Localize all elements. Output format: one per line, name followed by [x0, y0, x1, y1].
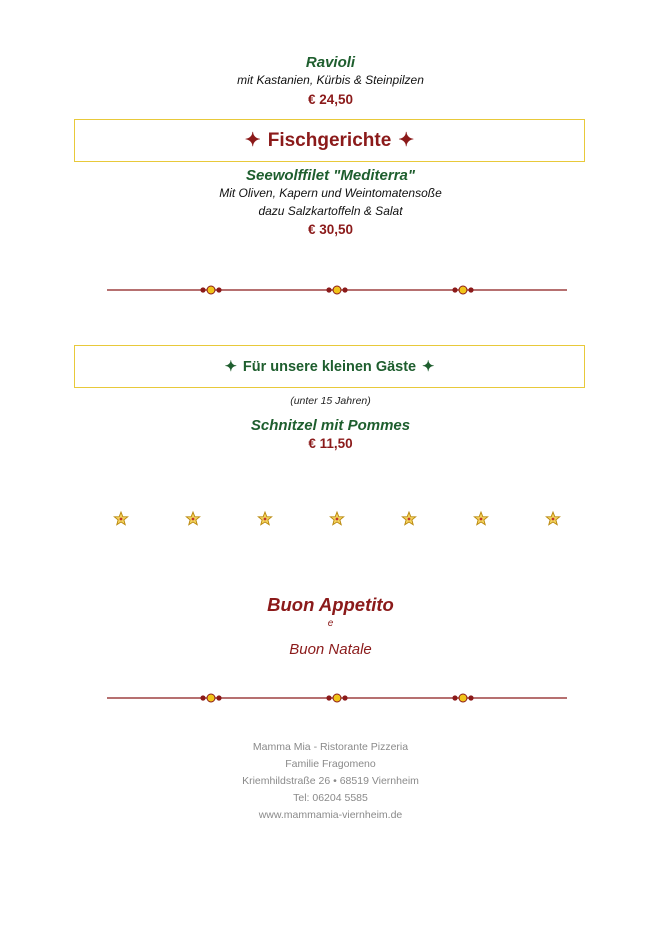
- greeting-buon-appetito: Buon Appetito: [267, 594, 394, 615]
- footer-family: Familie Fragomeno: [285, 758, 376, 770]
- gold-star-icon: [402, 512, 415, 525]
- dish-desc-seewolf-1: Mit Oliven, Kapern und Weintomatensoße: [219, 186, 442, 200]
- price-seewolf: € 30,50: [307, 222, 354, 237]
- star-icon: ✦: [244, 130, 261, 151]
- divider-ornament: [452, 694, 473, 702]
- footer-website-link[interactable]: www.mammamia-viernheim.de: [258, 809, 403, 821]
- gold-star-icon: [330, 512, 343, 525]
- dish-name-seewolf: Seewolffilet "Mediterra": [246, 167, 415, 184]
- gold-star-icon: [186, 512, 199, 525]
- section-box-fischgerichte: [74, 119, 585, 162]
- footer-address: Kriemhildstraße 26 • 68519 Viernheim: [242, 775, 419, 787]
- ornamental-divider: [107, 691, 567, 705]
- gold-star-icon: [114, 512, 127, 525]
- gold-star-icon: [546, 512, 559, 525]
- gold-star-icon: [474, 512, 487, 525]
- price-ravioli: € 24,50: [307, 92, 354, 107]
- divider-ornament: [452, 286, 473, 294]
- divider-ornament: [326, 694, 347, 702]
- divider-ornament: [326, 286, 347, 294]
- gold-star-icon: [258, 512, 271, 525]
- section-title-kids: Für unsere kleinen Gäste: [242, 358, 417, 375]
- gold-star-row: [0, 508, 661, 530]
- section-title-fischgerichte: Fischgerichte: [267, 129, 392, 151]
- dish-desc-ravioli: mit Kastanien, Kürbis & Steinpilzen: [237, 73, 424, 87]
- section-box-kids: [74, 345, 585, 388]
- footer-phone: Tel: 06204 5585: [293, 792, 368, 804]
- star-icon: ✦: [224, 358, 237, 375]
- divider-ornament: [200, 694, 221, 702]
- age-note: (unter 15 Jahren): [290, 395, 371, 407]
- dish-name-ravioli: Ravioli: [305, 54, 356, 71]
- greeting-buon-natale: Buon Natale: [289, 641, 372, 658]
- star-icon: ✦: [398, 130, 415, 151]
- star-icon: ✦: [422, 358, 435, 375]
- dish-desc-seewolf-2: dazu Salzkartoffeln & Salat: [258, 204, 403, 218]
- greeting-e: e: [327, 618, 334, 629]
- footer-restaurant-name: Mamma Mia - Ristorante Pizzeria: [252, 741, 409, 753]
- ornamental-divider: [107, 283, 567, 297]
- divider-ornament: [200, 286, 221, 294]
- price-schnitzel: € 11,50: [308, 436, 353, 451]
- dish-name-schnitzel: Schnitzel mit Pommes: [250, 417, 411, 434]
